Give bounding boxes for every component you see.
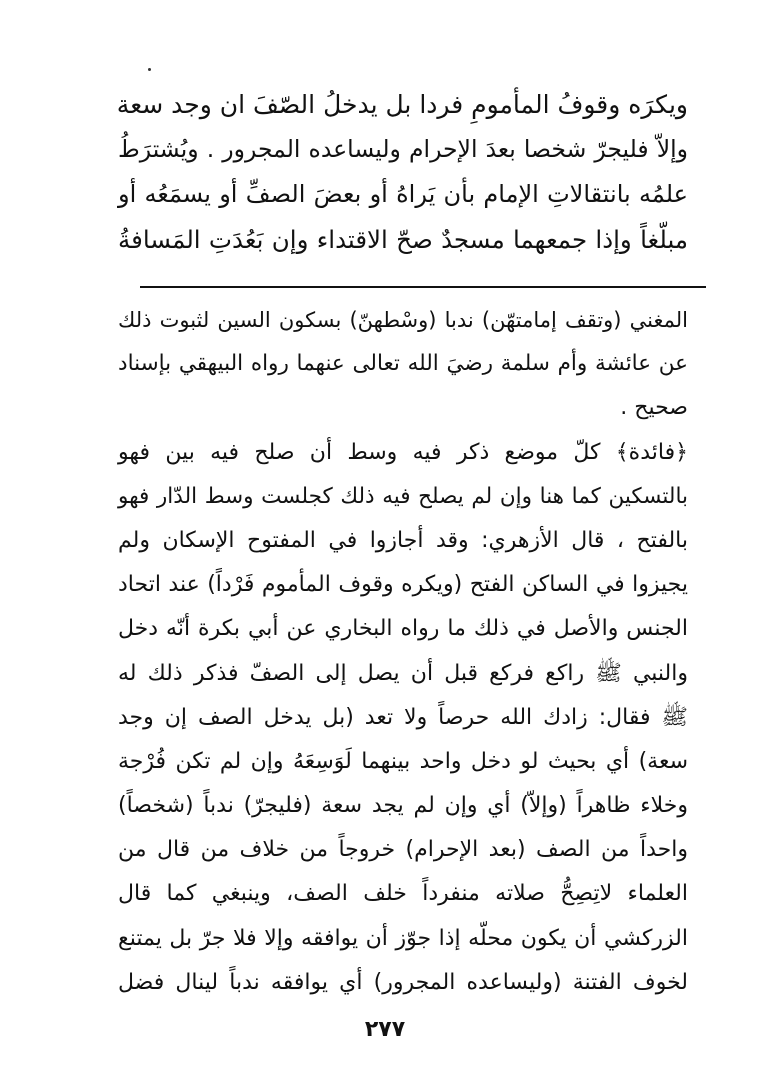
- sharh-line: عن عائشة وأم سلمة رضيَ الله تعالى عنهما رواه البيهقي بإسناد: [118, 351, 688, 377]
- sharh-line: ﷺ فقال: زادك الله حرصاً ولا تعد (بل يدخل الصف إن وجد: [118, 704, 688, 730]
- matn-line: علمُه بانتقالاتِ الإمام بأن يَراهُ أو بعضَ الصفِّ أو يسمَعُه أو: [118, 180, 688, 208]
- sharh-line: يجيزوا في الساكن الفتح (ويكره وقوف المأموم فَرْداً) عند اتحاد: [118, 572, 688, 598]
- sharh-line: الزركشي أن يكون محلّه إذا جوّز أن يوافقه وإلا فلا جرّ بل يمتنع: [118, 925, 688, 951]
- ink-dot: [148, 68, 151, 71]
- sharh-line: صحيح .: [620, 395, 688, 421]
- page-number: ٢٧٧: [364, 1017, 406, 1042]
- matn-line: ويكرَه وقوفُ المأمومِ فردا بل يدخلُ الصّفَ ان وجد سعة: [116, 90, 688, 119]
- sharh-text-block: [118, 298, 688, 1005]
- sharh-line: الجنس والأصل في ذلك ما رواه البخاري عن أبي بكرة أنّه دخل: [118, 616, 688, 642]
- sharh-line: سعة) أي بحيث لو دخل واحد بينهما لَوَسِعَهُ وإن لم تكن فُرْجة: [118, 748, 688, 774]
- sharh-line: لخوف الفتنة (وليساعده المجرور) أي يوافقه ندباً لينال فضل: [118, 969, 688, 995]
- matn-line: مبلّغاً وإذا جمعهما مسجدٌ صحّ الاقتداء وإن بَعُدَتِ المَسافةُ: [118, 225, 688, 254]
- sharh-line: والنبي ﷺ راكع فركع قبل أن يصل إلى الصفّ فذكر ذلك له: [118, 660, 688, 686]
- sharh-line: ﴿فائدة﴾ كلّ موضع ذكر فيه وسط أن صلح فيه بين فهو: [118, 439, 688, 465]
- matn-text-block: [118, 82, 688, 262]
- sharh-line: وخلاء ظاهراً (وإلاّ) أي وإن لم يجد سعة (فليجرّ) ندباً (شخصاً): [118, 793, 688, 819]
- sharh-line: المغني (وتقف إمامتهّن) ندبا (وسْطهنّ) بسكون السين لثبوت ذلك: [118, 308, 688, 332]
- sharh-line: واحداً من الصف (بعد الإحرام) خروجاً من خلاف من قال من: [118, 837, 688, 863]
- separator-rule: [140, 286, 706, 288]
- sharh-line: بالفتح ، قال الأزهري: وقد أجازوا في المفتوح الإسكان ولم: [118, 527, 688, 553]
- matn-line: وإلاّ فليجرّ شخصا بعدَ الإحرام وليساعده المجرور . ويُشترَطُ: [118, 135, 688, 163]
- sharh-line: بالتسكين كما هنا وإن لم يصلح فيه ذلك كجلست وسط الدّار فهو: [118, 483, 688, 509]
- sharh-line: العلماء لاتِصِحُّ صلاته منفرداً خلف الصف، وينبغي كما قال: [118, 881, 688, 907]
